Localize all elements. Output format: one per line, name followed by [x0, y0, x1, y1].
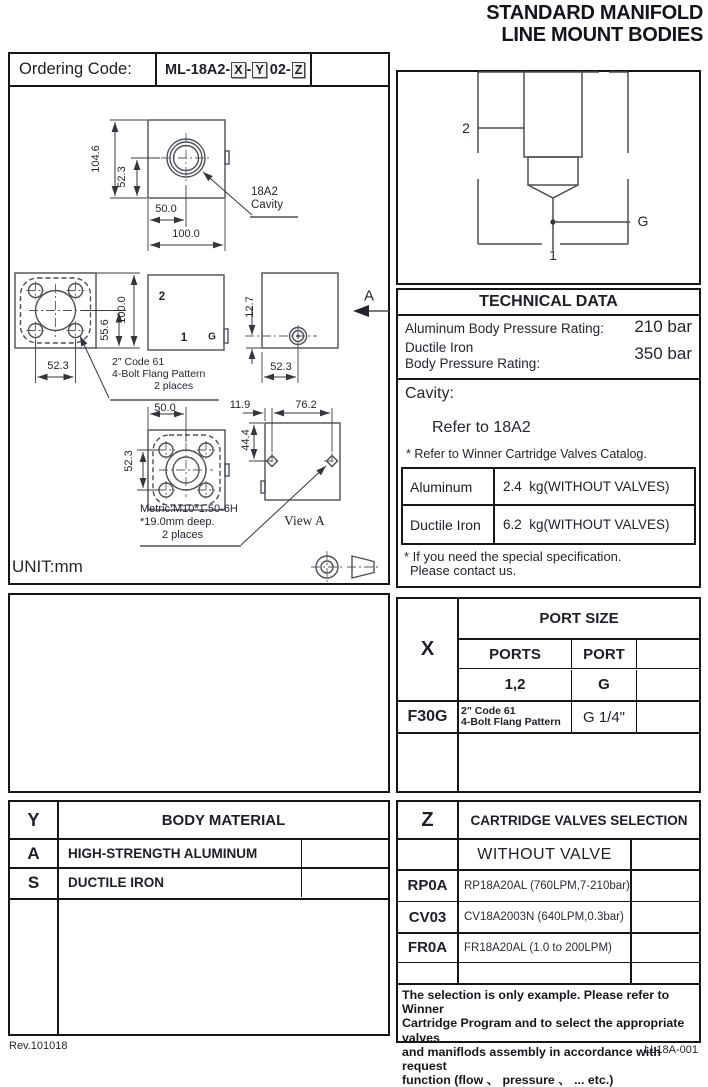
weight-table [401, 467, 696, 545]
port-2-label: 2 [158, 291, 166, 303]
technical-data-title: TECHNICAL DATA [398, 290, 699, 316]
dim-55-6: 55.6 [99, 319, 111, 341]
weight-row-value: 2.4 kg(WITHOUT VALVES) [495, 469, 694, 506]
ordering-code-label: Ordering Code: [10, 54, 157, 85]
cartridge-row-code: CV03 [408, 908, 447, 926]
port-size-row-port-value: G 1/4" [572, 702, 637, 732]
ordering-code-y: Y [252, 62, 266, 78]
dim-100-0: 100.0 [172, 228, 200, 240]
port-size-col-port: PORT [572, 640, 637, 669]
footer-doc-number: LL18A-001 [644, 1044, 698, 1056]
body-material-row-label: DUCTILE IRON [59, 869, 302, 897]
dim-11-9: 11.9 [229, 399, 251, 411]
port-g-label: G [208, 331, 216, 343]
dim-76-2: 76.2 [295, 399, 317, 411]
schematic-port-g: G [637, 213, 649, 229]
page-title-line1: STANDARD MANIFOLD [486, 2, 703, 24]
port-size-table [396, 597, 701, 793]
cartridge-without-valve: WITHOUT VALVE [477, 845, 612, 863]
section-a-label: A [363, 287, 375, 305]
empty-cell [637, 640, 699, 669]
pressure-rating-iron-label2: Body Pressure Rating: [405, 356, 541, 371]
port-size-row-code: F30G [407, 708, 448, 725]
selection-note-line4: function (flow 、 pressure 、 ... etc.) [402, 1073, 614, 1087]
ordering-code-box [8, 52, 390, 85]
body-material-row-code: A [27, 843, 40, 863]
dim-50-0: 50.0 [155, 203, 177, 215]
unit-label: UNIT:mm [12, 557, 83, 576]
divider [398, 962, 699, 964]
pressure-rating-aluminum-value: 210 bar [634, 317, 692, 336]
empty-panel [8, 593, 390, 793]
selection-note-line2: Cartridge Program and to select the appropriate valves [402, 1016, 685, 1045]
body-material-table [8, 800, 390, 1036]
port-size-code-letter: X [420, 638, 435, 660]
divider [10, 898, 388, 900]
cartridge-row-desc: RP18A20AL (760LPM,7-210bar) [464, 879, 630, 892]
port-1-label: 1 [180, 332, 188, 344]
special-note-line1: * If you need the special specification. [404, 549, 622, 564]
ordering-code-value: ML-18A2- X - Y 02- Z [157, 54, 312, 85]
special-note-line2: Please contact us. [410, 563, 517, 578]
cartridge-row-desc: FR18A20AL (1.0 to 200LPM) [464, 941, 612, 954]
cavity-label: Cavity: [405, 385, 454, 402]
cartridge-row-code: RP0A [407, 877, 448, 894]
selection-note-line1: The selection is only example. Please refer to Winner [402, 988, 670, 1017]
schematic-port-2: 2 [462, 120, 470, 136]
dim-44-4: 44.4 [240, 429, 252, 451]
ordering-code-z: Z [292, 62, 306, 78]
weight-row-material: Ductile Iron [403, 506, 495, 543]
pressure-rating-iron-label1: Ductile Iron [405, 340, 474, 355]
body-material-code-letter: Y [27, 809, 40, 830]
body-material-title: BODY MATERIAL [161, 811, 286, 829]
cartridge-row-code: FR0A [407, 939, 448, 956]
page-title-line2: LINE MOUNT BODIES [501, 24, 703, 46]
pressure-rating-iron-value: 350 bar [634, 344, 692, 363]
technical-data-panel [396, 288, 701, 588]
body-material-row-label: HIGH-STRENGTH ALUMINUM [59, 840, 302, 867]
dim-52-3: 52.3 [47, 360, 69, 372]
dim-104-6: 104.6 [90, 145, 102, 173]
dim-52-3: 52.3 [116, 166, 128, 188]
port-size-port-id: G [572, 670, 637, 700]
ordering-code-x: X [231, 62, 245, 78]
view-a-label: View A [284, 513, 325, 528]
dim-12-7: 12.7 [244, 296, 256, 318]
cartridge-code-letter: Z [421, 808, 434, 831]
port-size-row-ports: 2" Code 61 4-Bolt Flang Pattern [459, 702, 572, 732]
schematic-port-1: 1 [549, 247, 557, 263]
footer-revision: Rev.101018 [9, 1040, 68, 1052]
body-material-row-code: S [27, 872, 40, 892]
dim-52-3: 52.3 [123, 450, 135, 472]
cartridge-row-desc: CV18A2003N (640LPM,0.3bar) [464, 911, 624, 923]
cartridge-valves-table [396, 800, 701, 983]
port-size-ports-ids: 1,2 [459, 670, 572, 700]
cavity-note: * Refer to Winner Cartridge Valves Catalog. [406, 447, 647, 461]
pressure-rating-aluminum-label: Aluminum Body Pressure Rating: [405, 321, 604, 336]
dim-50-0: 50.0 [154, 402, 176, 414]
cavity-value: Refer to 18A2 [432, 419, 531, 436]
flange-pattern-callout: 2" Code 61 4-Bolt Flang Pattern 2 places [112, 356, 206, 392]
divider [398, 378, 699, 380]
port-size-title: PORT SIZE [459, 599, 699, 640]
dim-100-0: 100.0 [116, 296, 128, 324]
divider [398, 732, 699, 734]
metric-thread-callout: Metric:M10*1.50-6H *19.0mm deep. 2 places [140, 503, 238, 541]
weight-row-value: 6.2 kg(WITHOUT VALVES) [503, 517, 670, 532]
dim-52-3: 52.3 [270, 361, 292, 373]
cavity-callout: 18A2 Cavity [251, 186, 283, 211]
page-title [486, 2, 703, 46]
cartridge-title: CARTRIDGE VALVES SELECTION [470, 812, 688, 828]
port-size-col-ports: PORTS [459, 640, 572, 669]
weight-row-material: Aluminum [403, 469, 495, 506]
selection-note-line3: and maniflods assembly in accordance with request [402, 1044, 661, 1074]
